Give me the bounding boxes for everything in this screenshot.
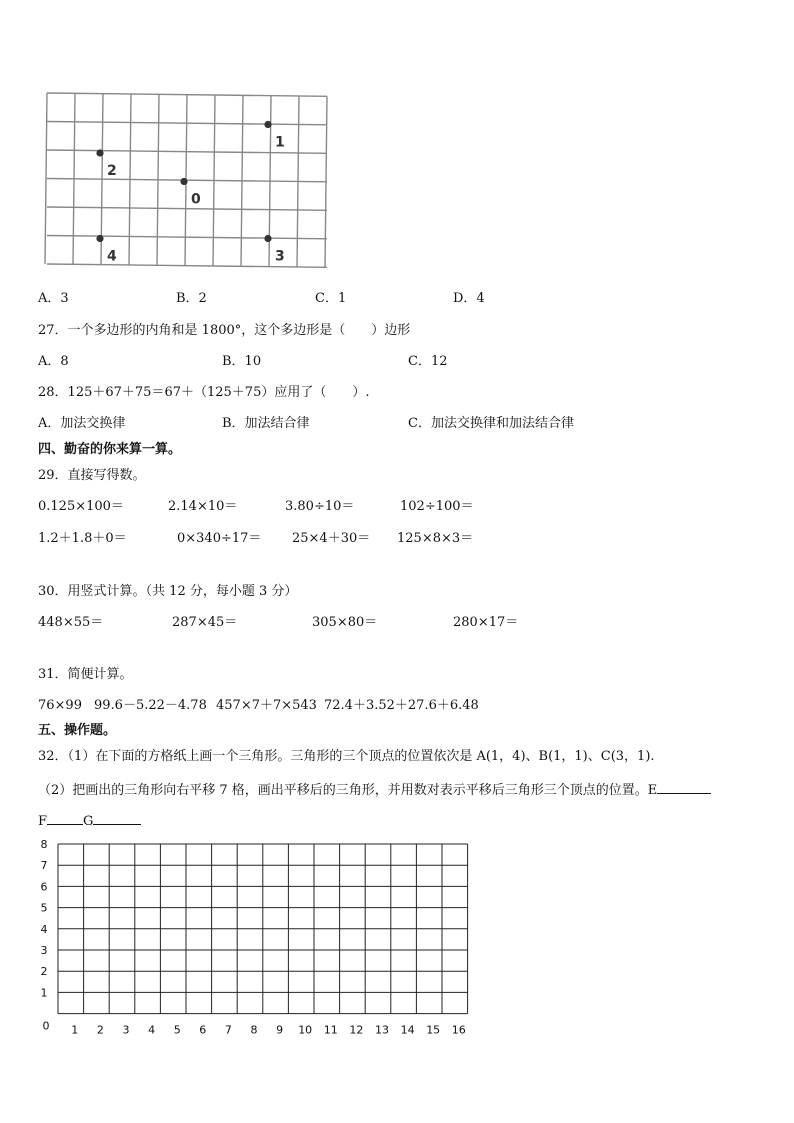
x-axis-label: 5 [173,1023,181,1037]
x-axis-label: 6 [199,1023,207,1037]
q29-item: 125×8×3＝ [397,531,474,546]
blank-e[interactable] [657,781,711,794]
label-f: F [38,814,48,829]
x-axis-label: 7 [224,1023,232,1037]
q29-item: 0.125×100＝ [38,499,124,514]
q28-option-b[interactable]: B．加法结合律 [222,416,310,431]
q32-part2-line [38,781,711,799]
q27-option-a[interactable]: A．8 [38,354,69,369]
q26-option-a[interactable]: A．3 [38,291,69,306]
y-axis-label: 5 [40,901,48,915]
q28-option-a[interactable]: A．加法交换律 [38,416,126,431]
q31-item: 72.4＋3.52＋27.6＋6.48 [324,698,479,713]
q29-item: 25×4＋30＝ [292,531,371,546]
q26-point-label: 4 [107,248,117,265]
q26-point [96,149,103,156]
y-axis-label: 7 [40,859,48,873]
q32-part1: 32．（1）在下面的方格纸上画一个三角形。三角形的三个顶点的位置依次是 A(1，4)、B(1，1)、C(3，1). [38,749,655,764]
q26-option-d[interactable]: D．4 [453,291,485,306]
q31-item: 457×7＋7×543 [216,698,317,713]
q31-item: 76×99 [38,698,82,713]
section5-title: 五、操作题。 [38,723,117,738]
q28-option-c[interactable]: C．加法交换律和加法结合律 [408,416,574,431]
q32-grid[interactable] [58,844,468,1014]
q26-point [180,178,187,185]
q31-title: 31．简便计算。 [38,667,133,682]
q27-option-c[interactable]: C．12 [408,354,448,369]
q29-item: 3.80÷10＝ [285,499,355,514]
x-axis-label: 2 [96,1023,104,1037]
q26-point-label: 3 [275,248,285,265]
q29-item: 1.2＋1.8＋0＝ [38,531,127,546]
x-axis-label: 12 [349,1023,364,1037]
q29-item: 102÷100＝ [400,499,474,514]
q29-item: 2.14×10＝ [168,499,238,514]
x-axis-label: 13 [375,1023,389,1037]
x-axis-label: 10 [298,1023,313,1037]
x-axis-label: 4 [148,1023,156,1037]
y-axis-label: 3 [40,944,48,957]
y-axis-label: 6 [40,880,48,894]
q30-item: 280×17＝ [453,615,519,630]
blank-g[interactable] [93,812,141,825]
q29-title: 29．直接写得数。 [38,468,146,483]
x-axis-label: 1 [71,1023,79,1037]
x-axis-label: 0 [42,1019,50,1033]
x-axis-label: 14 [400,1023,415,1037]
y-axis-label: 1 [40,986,48,1000]
x-axis-label: 8 [250,1023,258,1037]
q27-question: 27．一个多边形的内角和是 1800°，这个多边形是（ ）边形 [38,323,411,338]
q30-item: 287×45＝ [172,615,238,630]
section4-title: 四、勤奋的你来算一算。 [38,442,182,457]
x-axis-label: 16 [451,1023,466,1037]
y-axis-label: 8 [40,838,48,851]
q26-point [264,121,271,128]
q27-option-b[interactable]: B．10 [222,354,262,369]
q26-option-b[interactable]: B．2 [176,291,207,306]
q30-item: 305×80＝ [312,615,378,630]
q29-item: 0×340÷17＝ [177,531,262,546]
q30-item: 448×55＝ [38,615,104,630]
q26-point [264,235,271,242]
q28-question: 28．125＋67＋75＝67＋（125＋75）应用了（ ）. [38,385,370,400]
x-axis-label: 9 [276,1023,284,1037]
y-axis-label: 2 [40,965,48,979]
blank-f[interactable] [47,812,83,825]
q26-figure [44,90,334,272]
q26-option-c[interactable]: C．1 [315,291,347,306]
q32-blank-line [38,812,141,830]
q26-point-label: 2 [107,163,117,179]
x-axis-label: 15 [426,1023,441,1037]
q30-title: 30．用竖式计算。（共 12 分，每小题 3 分） [38,584,298,599]
q32-part2: （2）把画出的三角形向右平移 7 格，画出平移后的三角形，并用数对表示平移后三角形三个顶点的位置。E [38,783,658,798]
q26-point-label: 0 [191,191,201,208]
q31-item: 99.6－5.22－4.78 [94,698,207,713]
x-axis-label: 3 [122,1023,130,1037]
label-g: G [83,814,94,829]
q26-point [96,235,103,242]
q32-grid-figure[interactable] [30,838,476,1040]
x-axis-label: 11 [323,1023,338,1037]
q26-point-label: 1 [275,134,285,151]
y-axis-label: 4 [40,922,48,936]
